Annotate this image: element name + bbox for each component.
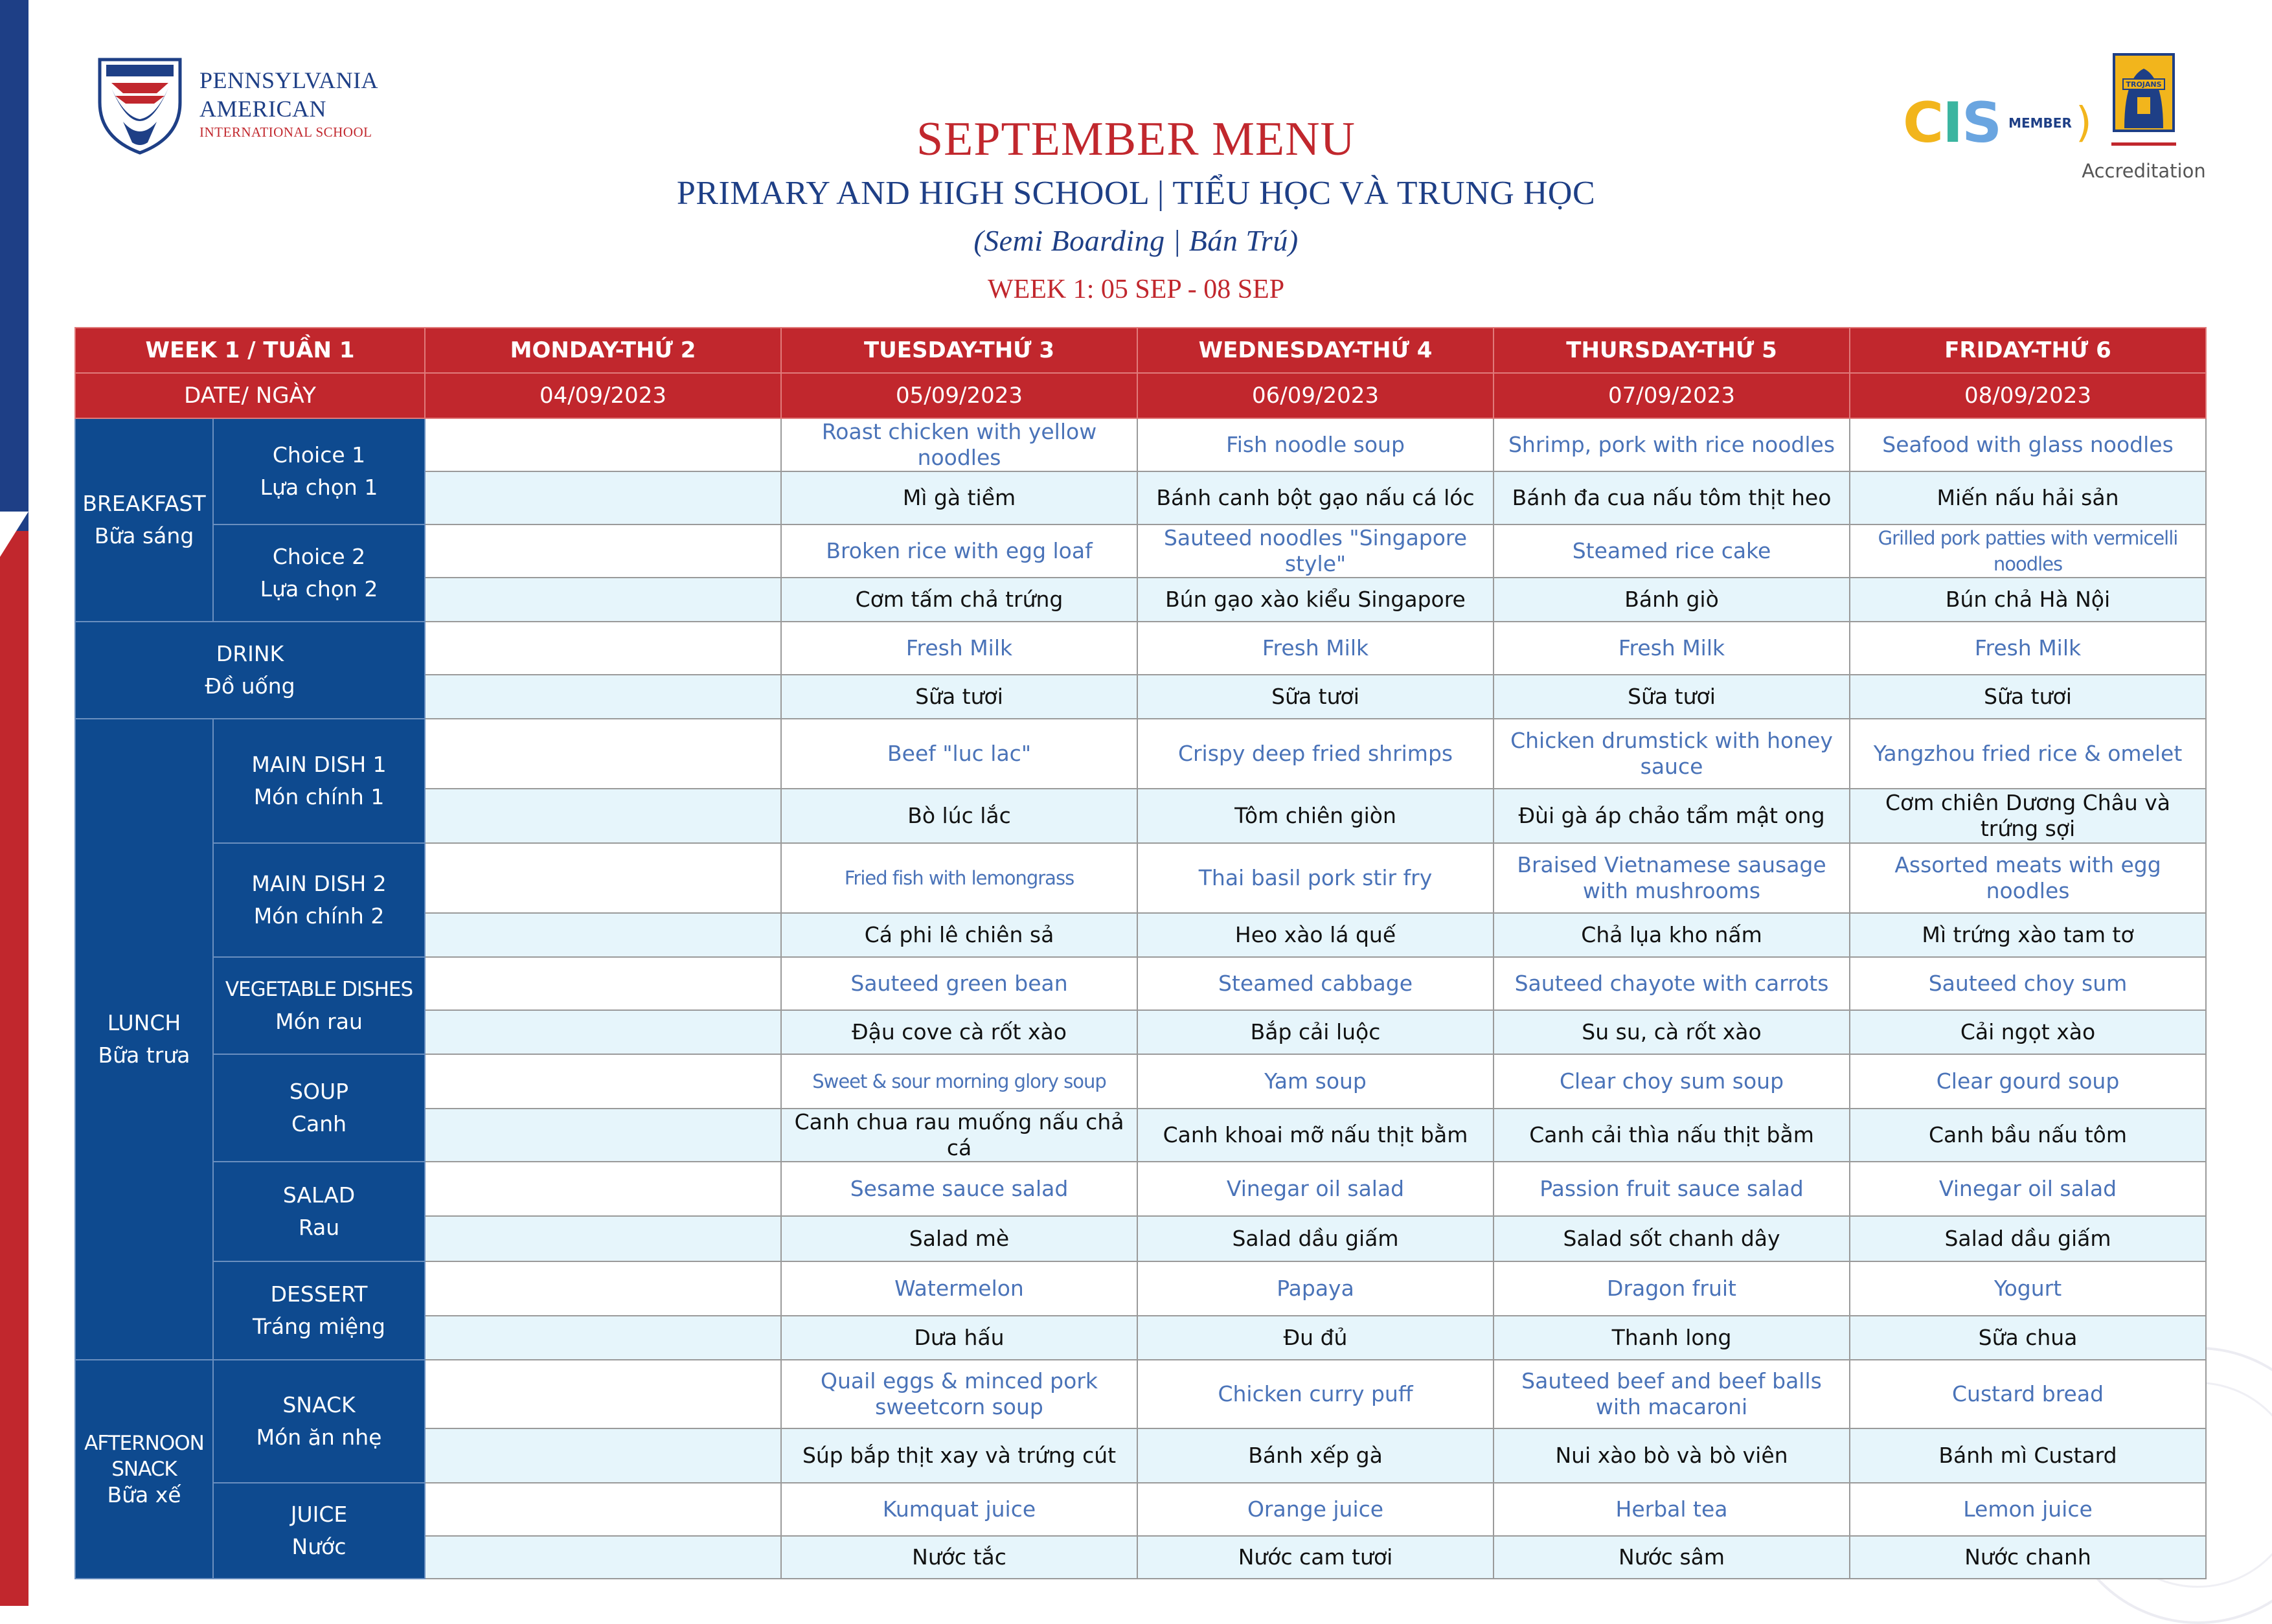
dish-en: Sesame sauce salad — [781, 1162, 1137, 1216]
dish-en: Passion fruit sauce salad — [1494, 1162, 1850, 1216]
dish-vi: Tôm chiên giòn — [1137, 789, 1494, 843]
dish-vi: Nước cam tươi — [1137, 1536, 1494, 1579]
day-header: MONDAY-THỨ 2 — [425, 328, 781, 373]
dish-vi: Canh cải thìa nấu thịt bằm — [1494, 1109, 1850, 1162]
row-label-salad: SALAD Rau — [213, 1162, 425, 1261]
table-row — [75, 957, 2206, 1010]
dish-en: Crispy deep fried shrimps — [1137, 719, 1494, 789]
day-header: TUESDAY-THỨ 3 — [781, 328, 1137, 373]
dish-vi: Bánh mì Custard — [1850, 1428, 2206, 1483]
day-header: THURSDAY-THỨ 5 — [1494, 328, 1850, 373]
trojans-badge-icon — [2111, 52, 2176, 136]
dish-en: Sauteed green bean — [781, 957, 1137, 1010]
dish-vi: Canh chua rau muống nấu chả cá — [781, 1109, 1137, 1162]
empty-cell — [425, 1483, 781, 1536]
empty-cell — [425, 1428, 781, 1483]
empty-cell — [425, 913, 781, 957]
empty-cell — [425, 1216, 781, 1261]
empty-cell — [425, 418, 781, 471]
row-label-main1: MAIN DISH 1 Món chính 1 — [213, 719, 425, 843]
date-label: DATE/ NGÀY — [75, 373, 425, 418]
dish-en: Chicken curry puff — [1137, 1360, 1494, 1428]
dish-vi: Mì trứng xào tam tơ — [1850, 913, 2206, 957]
table-row — [75, 1054, 2206, 1109]
table-row — [75, 1483, 2206, 1536]
date-cell: 06/09/2023 — [1137, 373, 1494, 418]
menu-table — [74, 327, 2207, 1579]
dish-en: Broken rice with egg loaf — [781, 524, 1137, 578]
dish-vi: Cơm tấm chả trứng — [781, 578, 1137, 622]
empty-cell — [425, 1536, 781, 1579]
row-label-choice1: Choice 1 Lựa chọn 1 — [213, 418, 425, 524]
dish-en: Beef "luc lac" — [781, 719, 1137, 789]
empty-cell — [425, 1010, 781, 1054]
dish-en: Steamed cabbage — [1137, 957, 1494, 1010]
table-row — [75, 1261, 2206, 1316]
table-row — [75, 843, 2206, 913]
category-breakfast: BREAKFAST Bữa sáng — [75, 418, 213, 622]
dish-vi: Canh khoai mỡ nấu thịt bằm — [1137, 1109, 1494, 1162]
dish-en: Yogurt — [1850, 1261, 2206, 1316]
cis-member-label: MEMBER — [2008, 115, 2072, 131]
dish-en: Sauteed beef and beef balls with macaroni — [1494, 1360, 1850, 1428]
dish-en: Watermelon — [781, 1261, 1137, 1316]
dish-vi: Salad mè — [781, 1216, 1137, 1261]
dish-en: Chicken drumstick with honey sauce — [1494, 719, 1850, 789]
category-lunch: LUNCH Bữa trưa — [75, 719, 213, 1360]
week-header: WEEK 1 / TUẦN 1 — [75, 328, 425, 373]
date-row — [75, 373, 2206, 418]
dish-vi: Bún chả Hà Nội — [1850, 578, 2206, 622]
dish-vi: Miến nấu hải sản — [1850, 471, 2206, 524]
dish-en: Quail eggs & minced pork sweetcorn soup — [781, 1360, 1137, 1428]
dish-vi: Chả lụa kho nấm — [1494, 913, 1850, 957]
category-afternoon-snack: AFTERNOON SNACK Bữa xế — [75, 1360, 213, 1579]
dish-vi: Su su, cà rốt xào — [1494, 1010, 1850, 1054]
dish-en: Seafood with glass noodles — [1850, 418, 2206, 471]
dish-en: Kumquat juice — [781, 1483, 1137, 1536]
dish-vi: Súp bắp thịt xay và trứng cút — [781, 1428, 1137, 1483]
dish-en: Papaya — [1137, 1261, 1494, 1316]
accreditation-label: Accreditation — [2082, 160, 2206, 182]
dish-vi: Nước tắc — [781, 1536, 1137, 1579]
dish-vi: Bánh xếp gà — [1137, 1428, 1494, 1483]
row-label-snack: SNACK Món ăn nhẹ — [213, 1360, 425, 1483]
empty-cell — [425, 1316, 781, 1360]
empty-cell — [425, 957, 781, 1010]
empty-cell — [425, 675, 781, 719]
empty-cell — [425, 843, 781, 913]
dish-en: Lemon juice — [1850, 1483, 2206, 1536]
school-name-line1: PENNSYLVANIA — [199, 67, 379, 93]
table-row — [75, 418, 2206, 471]
dish-vi: Sữa tươi — [1850, 675, 2206, 719]
dish-en: Vinegar oil salad — [1137, 1162, 1494, 1216]
dish-vi: Cá phi lê chiên sả — [781, 913, 1137, 957]
dish-en: Yangzhou fried rice & omelet — [1850, 719, 2206, 789]
table-row — [75, 622, 2206, 675]
empty-cell — [425, 622, 781, 675]
dish-vi: Cải ngọt xào — [1850, 1010, 2206, 1054]
date-cell: 07/09/2023 — [1494, 373, 1850, 418]
accreditation-block — [2079, 52, 2209, 182]
day-header: WEDNESDAY-THỨ 4 — [1137, 328, 1494, 373]
dish-en: Sauteed choy sum — [1850, 957, 2206, 1010]
cis-logo-text: CIS — [1903, 91, 2001, 155]
dish-en: Thai basil pork stir fry — [1137, 843, 1494, 913]
dish-en: Steamed rice cake — [1494, 524, 1850, 578]
day-header: FRIDAY-THỨ 6 — [1850, 328, 2206, 373]
empty-cell — [425, 471, 781, 524]
page-title: SEPTEMBER MENU — [916, 113, 1356, 166]
dish-en: Yam soup — [1137, 1054, 1494, 1109]
dish-en: Grilled pork patties with vermicelli noodles — [1850, 524, 2206, 578]
dish-en: Assorted meats with egg noodles — [1850, 843, 2206, 913]
dish-en: Shrimp, pork with rice noodles — [1494, 418, 1850, 471]
date-cell: 04/09/2023 — [425, 373, 781, 418]
dish-vi: Canh bầu nấu tôm — [1850, 1109, 2206, 1162]
dish-en: Braised Vietnamese sausage with mushrooms — [1494, 843, 1850, 913]
category-drink: DRINK Đồ uống — [75, 622, 425, 719]
school-name-line2: AMERICAN — [199, 96, 327, 122]
empty-cell — [425, 1261, 781, 1316]
dish-vi: Nước sâm — [1494, 1536, 1850, 1579]
boarding-label: (Semi Boarding | Bán Trú) — [973, 224, 1299, 257]
dish-vi: Bò lúc lắc — [781, 789, 1137, 843]
table-row — [75, 1360, 2206, 1428]
empty-cell — [425, 578, 781, 622]
dish-vi: Đùi gà áp chảo tẩm mật ong — [1494, 789, 1850, 843]
dish-vi: Bánh đa cua nấu tôm thịt heo — [1494, 471, 1850, 524]
date-cell: 08/09/2023 — [1850, 373, 2206, 418]
dish-vi: Bánh giò — [1494, 578, 1850, 622]
empty-cell — [425, 1109, 781, 1162]
dish-en: Dragon fruit — [1494, 1261, 1850, 1316]
cis-member-logo — [1903, 91, 2092, 155]
table-row — [75, 1162, 2206, 1216]
dish-vi: Salad dầu giấm — [1137, 1216, 1494, 1261]
row-label-main2: MAIN DISH 2 Món chính 2 — [213, 843, 425, 957]
dish-en: Clear choy sum soup — [1494, 1054, 1850, 1109]
dish-en: Fish noodle soup — [1137, 418, 1494, 471]
dish-en: Fresh Milk — [1137, 622, 1494, 675]
dish-en: Fried fish with lemongrass — [781, 843, 1137, 913]
row-label-choice2: Choice 2 Lựa chọn 2 — [213, 524, 425, 622]
dish-vi: Sữa chua — [1850, 1316, 2206, 1360]
badge-text: TROJANS — [2126, 80, 2162, 89]
empty-cell — [425, 1360, 781, 1428]
week-range: WEEK 1: 05 SEP - 08 SEP — [987, 275, 1285, 304]
page-subtitle: PRIMARY AND HIGH SCHOOL | TIỂU HỌC VÀ TRUNG HỌC — [676, 175, 1596, 212]
empty-cell — [425, 789, 781, 843]
dish-vi: Sữa tươi — [1137, 675, 1494, 719]
dish-vi: Mì gà tiềm — [781, 471, 1137, 524]
dish-vi: Thanh long — [1494, 1316, 1850, 1360]
day-header-row — [75, 328, 2206, 373]
dish-vi: Bánh canh bột gạo nấu cá lóc — [1137, 471, 1494, 524]
row-label-juice: JUICE Nước — [213, 1483, 425, 1579]
dish-vi: Salad sốt chanh dây — [1494, 1216, 1850, 1261]
dish-vi: Salad dầu giấm — [1850, 1216, 2206, 1261]
dish-en: Sauteed chayote with carrots — [1494, 957, 1850, 1010]
dish-vi: Dưa hấu — [781, 1316, 1137, 1360]
date-cell: 05/09/2023 — [781, 373, 1137, 418]
dish-vi: Đậu cove cà rốt xào — [781, 1010, 1137, 1054]
table-row — [75, 524, 2206, 578]
dish-en: Custard bread — [1850, 1360, 2206, 1428]
row-label-vegetable: VEGETABLE DISHES Món rau — [213, 957, 425, 1054]
row-label-soup: SOUP Canh — [213, 1054, 425, 1162]
dish-vi: Nui xào bò và bò viên — [1494, 1428, 1850, 1483]
dish-vi: Cơm chiên Dương Châu và trứng sợi — [1850, 789, 2206, 843]
empty-cell — [425, 524, 781, 578]
dish-en: Roast chicken with yellow noodles — [781, 418, 1137, 471]
dish-en: Fresh Milk — [1850, 622, 2206, 675]
dish-vi: Sữa tươi — [1494, 675, 1850, 719]
dish-vi: Sữa tươi — [781, 675, 1137, 719]
dish-vi: Đu đủ — [1137, 1316, 1494, 1360]
dish-en: Fresh Milk — [781, 622, 1137, 675]
dish-en: Orange juice — [1137, 1483, 1494, 1536]
row-label-dessert: DESSERT Tráng miệng — [213, 1261, 425, 1360]
dish-en: Clear gourd soup — [1850, 1054, 2206, 1109]
dish-en: Sauteed noodles "Singapore style" — [1137, 524, 1494, 578]
dish-en: Herbal tea — [1494, 1483, 1850, 1536]
empty-cell — [425, 1162, 781, 1216]
dish-en: Vinegar oil salad — [1850, 1162, 2206, 1216]
table-row — [75, 719, 2206, 789]
school-name-line3: INTERNATIONAL SCHOOL — [199, 124, 372, 140]
dish-vi: Nước chanh — [1850, 1536, 2206, 1579]
empty-cell — [425, 719, 781, 789]
dish-vi: Heo xào lá quế — [1137, 913, 1494, 957]
dish-vi: Bún gạo xào kiểu Singapore — [1137, 578, 1494, 622]
dish-vi: Bắp cải luộc — [1137, 1010, 1494, 1054]
dish-en: Fresh Milk — [1494, 622, 1850, 675]
empty-cell — [425, 1054, 781, 1109]
cis-bracket-icon: ) — [2075, 99, 2092, 147]
dish-en: Sweet & sour morning glory soup — [781, 1054, 1137, 1109]
